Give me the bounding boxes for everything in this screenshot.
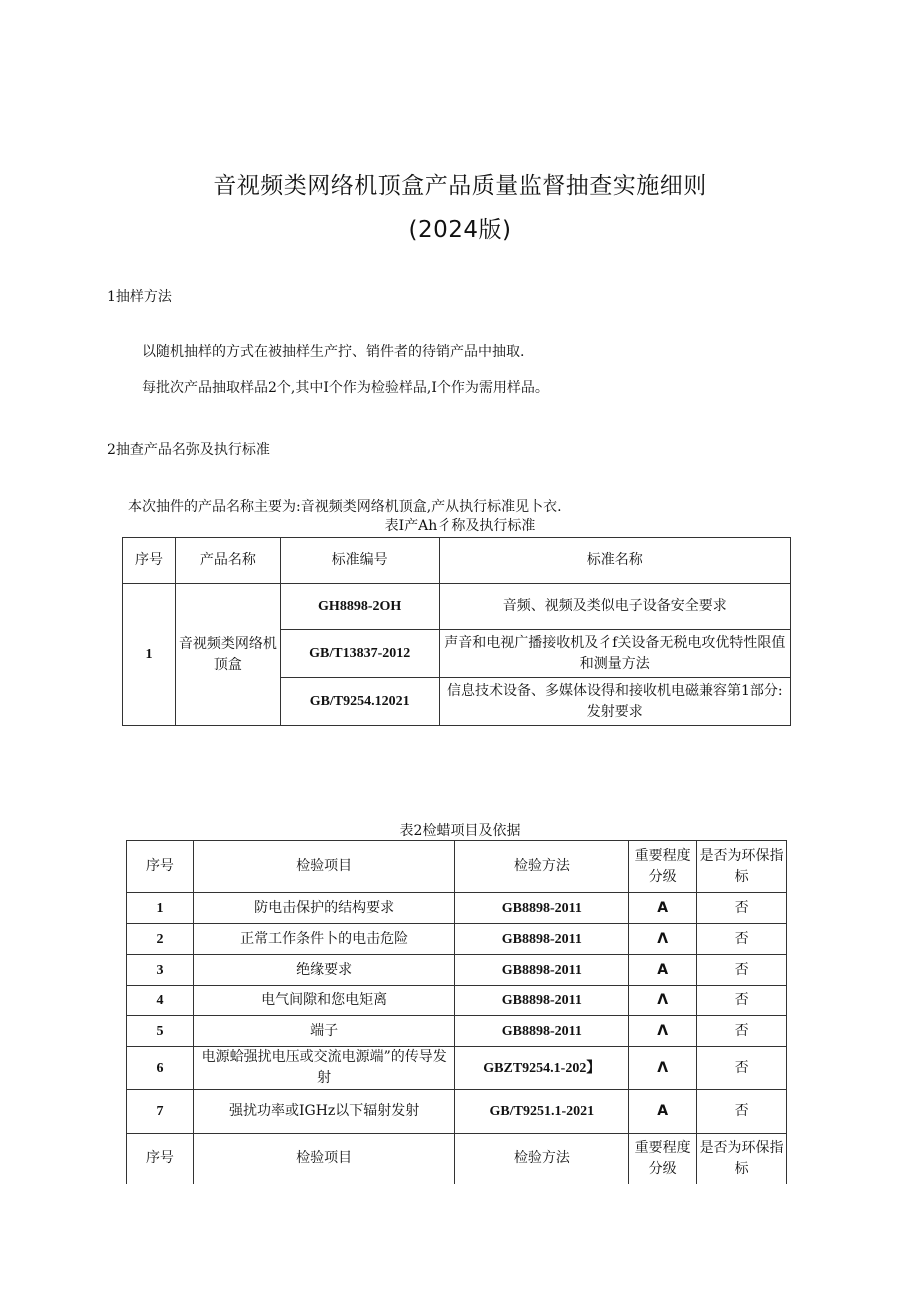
cell-env: 否 [697, 924, 787, 955]
header-grade: 重要程度分级 [629, 1134, 697, 1184]
cell-env: 否 [697, 955, 787, 986]
table-row [127, 1090, 787, 1134]
cell-standard-name: 音频、视频及类似电子设备安全要求 [439, 584, 790, 630]
table1-caption: 表I产Ah彳称及执行标准 [384, 518, 536, 534]
cell-item: 电源蛤强扰电压或交流电源端”的传导发射 [193, 1047, 455, 1090]
table-header-row [127, 841, 787, 893]
header-env: 是否为环保指标 [697, 841, 787, 893]
header-grade: 重要程度分级 [629, 841, 697, 893]
header-seq: 序号 [127, 1134, 194, 1184]
cell-item: 防电击保护的结构要求 [193, 893, 455, 924]
header-seq: 序号 [123, 538, 176, 584]
cell-seq: 3 [127, 955, 194, 986]
cell-standard-name: 声音和电视广播接收机及彳f关设备无税电攻优特性限值和测量方法 [439, 630, 790, 678]
header-item: 检验项目 [193, 1134, 455, 1184]
cell-grade: Λ [629, 924, 697, 955]
header-standard-code: 标准编号 [280, 538, 439, 584]
header-product-name: 产品名称 [175, 538, 280, 584]
table-row [127, 1047, 787, 1090]
table-row [123, 584, 791, 630]
cell-item: 电气间隙和您电矩离 [193, 986, 455, 1016]
table-header-row [123, 538, 791, 584]
cell-product-name: 音视频类网络机顶盒 [175, 584, 280, 726]
standards-table [122, 537, 791, 726]
section2-paragraph-1: 本次抽件的产品名称主要为:音视频类网络机顶盒,产从执行标准见卜衣. [128, 499, 562, 515]
cell-env: 否 [697, 986, 787, 1016]
cell-method: GBZT9254.1-202】 [455, 1047, 629, 1090]
cell-item: 端子 [193, 1016, 455, 1047]
cell-standard-name: 信息技术设备、多媒体设得和接收机电磁兼容第1部分:发射要求 [439, 678, 790, 726]
cell-seq: 6 [127, 1047, 194, 1090]
section1-heading: 1抽样方法 [107, 289, 172, 305]
cell-seq: 4 [127, 986, 194, 1016]
cell-method: GB8898-2011 [455, 1016, 629, 1047]
table-row [127, 986, 787, 1016]
cell-env: 否 [697, 1016, 787, 1047]
cell-seq: 1 [127, 893, 194, 924]
cell-grade: A [629, 955, 697, 986]
header-method: 检验方法 [455, 841, 629, 893]
cell-method: GB8898-2011 [455, 986, 629, 1016]
cell-env: 否 [697, 893, 787, 924]
cell-method: GB8898-2011 [455, 955, 629, 986]
header-standard-name: 标准名称 [439, 538, 790, 584]
document-edition: (2024版) [408, 217, 512, 243]
cell-seq: 7 [127, 1090, 194, 1134]
cell-standard-code: GB/T13837-2012 [280, 630, 439, 678]
cell-method: GB8898-2011 [455, 893, 629, 924]
section1-paragraph-2: 每批次产品抽取样品2个,其中I个作为检验样品,I个作为需用样品。 [142, 380, 549, 396]
cell-standard-code: GB/T9254.12021 [280, 678, 439, 726]
cell-seq: 2 [127, 924, 194, 955]
cell-grade: Λ [629, 1016, 697, 1047]
header-env: 是否为环保指标 [697, 1134, 787, 1184]
cell-method: GB8898-2011 [455, 924, 629, 955]
header-method: 检验方法 [455, 1134, 629, 1184]
table-row [127, 893, 787, 924]
cell-standard-code: GH8898-2OH [280, 584, 439, 630]
cell-grade: Λ [629, 1047, 697, 1090]
inspection-table [126, 840, 787, 1184]
cell-grade: A [629, 893, 697, 924]
table-repeat-header-row [127, 1134, 787, 1184]
header-item: 检验项目 [193, 841, 455, 893]
cell-grade: A [629, 1090, 697, 1134]
cell-item: 强扰功率或IGHz以下辐射发射 [193, 1090, 455, 1134]
cell-method: GB/T9251.1-2021 [455, 1090, 629, 1134]
table-row [127, 924, 787, 955]
cell-env: 否 [697, 1090, 787, 1134]
cell-seq: 5 [127, 1016, 194, 1047]
cell-grade: Λ [629, 986, 697, 1016]
header-seq: 序号 [127, 841, 194, 893]
table-row [127, 955, 787, 986]
section2-heading: 2抽查产品名弥及执行标准 [107, 442, 270, 458]
section1-paragraph-1: 以随机抽样的方式在被抽样生产拧、销件者的待销产品中抽取. [142, 344, 525, 360]
document-title: 音视频类网络机顶盒产品质量监督抽查实施细则 [213, 173, 707, 199]
table2-caption: 表2检蜡项目及依据 [399, 823, 521, 839]
table-row [127, 1016, 787, 1047]
cell-env: 否 [697, 1047, 787, 1090]
cell-seq: 1 [123, 584, 176, 726]
cell-item: 正常工作条件卜的电击危险 [193, 924, 455, 955]
cell-item: 绝缘要求 [193, 955, 455, 986]
